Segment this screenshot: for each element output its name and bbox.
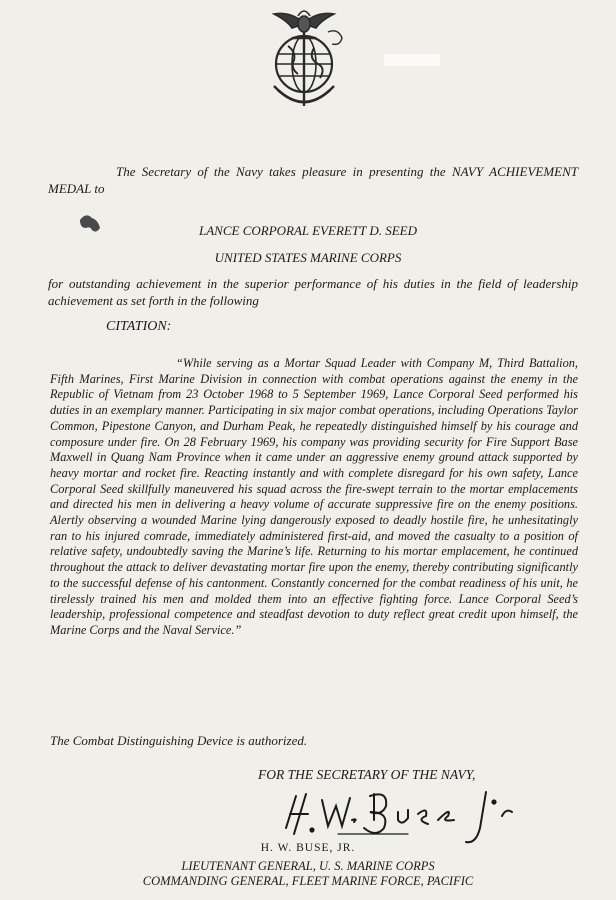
award-purpose: for outstanding achievement in the superior performance of his duties in the field of leadership achievement as set forth in the following	[48, 276, 578, 308]
recipient-unit: UNITED STATES MARINE CORPS	[214, 250, 402, 265]
intro-text: The Secretary of the Navy takes pleasure in presenting the NAVY ACHIEVEMENT MEDAL to	[48, 164, 578, 196]
device-note: The Combat Distinguishing Device is authorized.	[50, 733, 308, 748]
signer-command: COMMANDING GENERAL, FLEET MARINE FORCE, PACIFIC	[142, 874, 474, 888]
for-secretary-line: FOR THE SECRETARY OF THE NAVY,	[258, 767, 476, 782]
citation-body: “While serving as a Mortar Squad Leader with Company M, Third Battalion, Fifth Marines, First Marine Division in connection with combat operations against the enemy in the Republic of Vietnam from 23 October 1968 to 5 September 1969, Lance Corporal Seed performed his duties in an exemplary manner. Participating in six major combat operations, including Operations Taylor Common, Pipestone Canyon, and Durham Peak, he repeatedly distinguished himself by his courage and composure under fire. On 28 February 1969, his company was providing security for Fire Support Base Maxwell in Quang Nam Province when it came under an aggressive enemy ground attack supported by heavy mortar and rocket fire. Reacting instantly and with complete disregard for his own safety, Lance Corporal Seed skillfully maneuvered his squad across the fire-swept terrain to the mortar emplacements and directed his men in delivering a heavy volume of accurate suppressive fire on the enemy positions. Alertly observing a wounded Marine lying dangerously exposed to deadly hostile fire, he unhesitatingly ran to his injured comrade, immediately administered first-aid, and moved the casualty to a position of relative safety, undoubtedly saving the Marine’s life. Returning to his mortar emplacement, he continued throughout the attack to deliver devastating mortar fire upon the enemy, thereby contributing significantly to the successful defense of his cantonment. Constantly concerned for the combat readiness of his unit, he tirelessly trained his men and molded them into an effective fighting force. Lance Corporal Seed’s leadership, professional competence and steadfast devotion to duty reflect great credit upon himself, the Marine Corps and the Naval Service.”	[50, 356, 578, 637]
recipient-name: LANCE CORPORAL EVERETT D. SEED	[199, 223, 417, 238]
signer-title: LIEUTENANT GENERAL, U. S. MARINE CORPS	[181, 859, 435, 873]
redaction-patch	[384, 54, 440, 66]
signer-name: H. W. BUSE, JR.	[260, 842, 356, 854]
eagle-globe-anchor-icon	[248, 2, 360, 110]
citation-heading: CITATION:	[106, 319, 172, 334]
